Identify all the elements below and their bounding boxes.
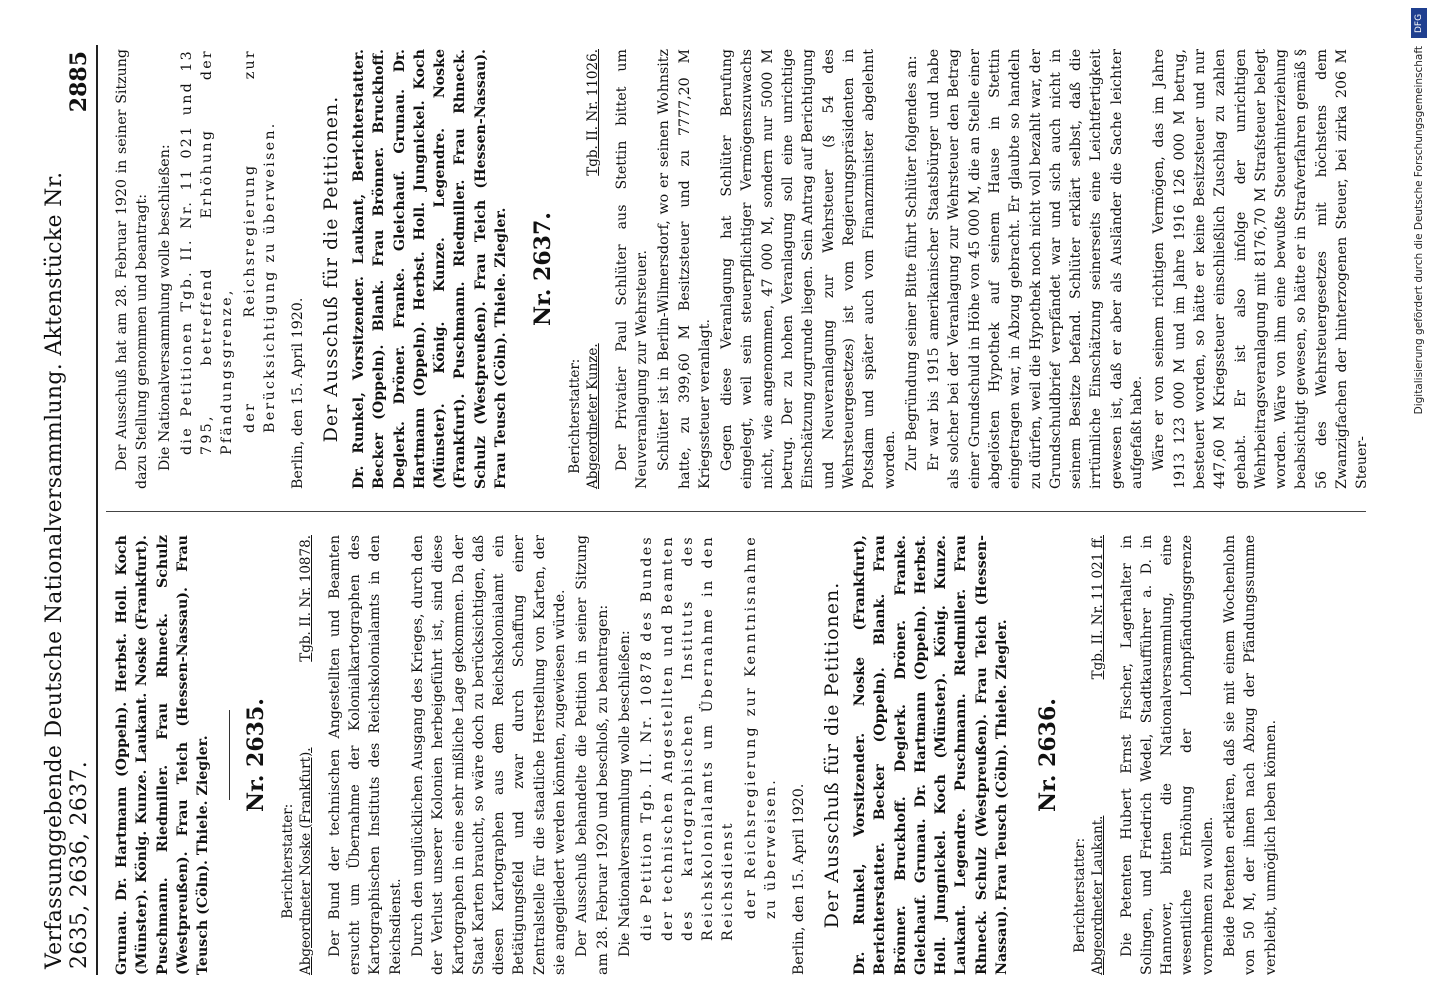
committee-heading: Der Ausschuß für die Petitionen. (820, 581, 843, 929)
resolution-text: die Petitionen Tgb. II. Nr. 11 021 und 13 795, betreffend Erhöhung der Pfändungsgrenze, (178, 49, 236, 455)
document-number: Nr. 2637. (530, 212, 557, 326)
dateline: Berlin, den 15. April 1920. (791, 783, 808, 975)
reporter-block (1071, 816, 1107, 975)
reporter-label: Berichterstatter: (566, 358, 583, 474)
digitization-credit: Digitalisierung gefördert durch die Deutsche Forschungsgemeinschaft (1413, 46, 1425, 415)
body-paragraph: Der Ausschuß hat am 28. Februar 1920 in seiner Sitzung dazu Stellung genommen und beantragt: (114, 49, 151, 489)
member-list-continuation: Grunau. Dr. Hartmann (Oppeln). Herbst. Holl. Koch (Münster). König. Kunze. Laukant. Noske (Frankfurt). Puschmann. Riedmiller. Frau Rhneck. Schulz (Westpreußen). Frau Teich (Hessen-Nassau). Frau Teusch (Cöln). Thiele. Ziegler. (114, 535, 212, 975)
body-paragraph: Der Ausschuß behandelte die Petition in seiner Sitzung am 28. Februar 1920 und beschloß, zu beantragen: (574, 535, 611, 975)
body-paragraph: Wäre er von seinem richtigen Vermögen, das im Jahre 1913 123 000 M und im Jahre 1916 126 000 M betrug, besteuert worden, so hätte er keine Besitzsteuer und nur 447,60 M Kriegssteuer einschließlich Zuschlag zu zahlen gehabt. Er ist also infolge der unrichtigen Wehrbeitragsveranlagung mit 8176,70 M Strafsteuer belegt worden. Wäre von ihm eine bewußte Steuerhinterziehung beabsichtigt gewesen, so hätte er in Strafverfahren gemäß § 56 des Wehrsteuergesetzes mit höchstens dem Zwanzigfachen der hinterzogenen Steuer, bei zirka 206 M Steuer- (1151, 49, 1371, 489)
body-paragraph: Er war bis 1915 amerikanischer Staatsbürger und habe als solcher bei der Veranlagung zur Wehrsteuer den Betrag einer Grundschuld in Höhe von 45 000 M, die an Stelle einer abgelösten Hypothek auf seinem Hause in Stettin eingetragen war, in Abzug gebracht. Er glaubte so handeln zu dürfen, weil die Hypothek noch nicht voll bezahlt war, der Grundschuldbrief verpfändet war und sich auch nicht in seinem Besitze befand. Schlüter erklärt selbst, daß die irrtümliche Einschätzung seinerseits eine Leichtfertigkeit gewesen ist, daß er aber als Ausländer die Sache leichter aufgefaßt habe. (926, 49, 1146, 489)
committee-heading: Der Ausschuß für die Petitionen. (319, 95, 342, 443)
reporter-label: Berichterstatter: (279, 803, 296, 919)
body-paragraph: Der Privatier Paul Schlüter aus Stettin bittet um Neuveranlagung zur Wehrsteuer. (613, 49, 650, 489)
body-paragraph: Durch den unglücklichen Ausgang des Krieges, durch den der Verlust unserer Kolonien herbeigeführt ist, sind diese Kartographen in eine sehr mißliche Lage gekommen. Da der Staat Karten braucht, so wäre doch zu berücksichtigen, daß diesen Kartographen aus dem Reichskolonialamt ein Betätigungsfeld und zwar durch Schaffung einer Zentralstelle für die staatliche Herstellung von Karten, der sie angegliedert werden könnten, zugewiesen würde. (409, 535, 569, 975)
reference-number: Tgb. II. Nr. 10878. (297, 535, 314, 662)
reporter-block (566, 343, 602, 489)
dateline: Berlin, den 15. April 1920. (290, 297, 307, 489)
reporter-name: Abgeordneter Noske (Frankfurt). (297, 747, 314, 975)
reporter-name: Abgeordneter Kunze. (584, 343, 601, 489)
column-divider (106, 511, 1366, 512)
reporter-row (279, 535, 315, 975)
reporter-name: Abgeordneter Laukant. (1089, 815, 1106, 975)
body-paragraph: Beide Petenten erklären, daß sie mit einem Wochenlohn von 50 M, der ihnen nach Abzug der Pfändungssumme verbleibt, unmöglich leben können. (1222, 535, 1279, 975)
body-paragraph: Die Nationalversammlung wolle beschließen: (616, 630, 633, 957)
left-column (112, 535, 1382, 975)
dfg-logo: DFG (1411, 8, 1427, 38)
body-paragraph: Schlüter ist in Berlin-Wilmersdorf, wo er seinen Wohnsitz hatte, zu 399,60 M Besitzsteuer und zu 7777,20 M Kriegssteuer veranlagt. (656, 49, 713, 489)
reference-number: Tgb. II. Nr. 11026. (584, 49, 601, 176)
resolution-text: die Petition Tgb. II. Nr. 10878 des Bundes der technischen Angestellten und Beamten des kartographischen Instituts des Reichskolonialamts um Übernahme in den Reichsdienst (639, 535, 737, 941)
reference-number: Tgb. II. Nr. 11 021 ff. (1089, 535, 1106, 680)
page-number: 2885 (66, 51, 92, 113)
committee-members: Dr. Runkel, Vorsitzender. Laukant, Berichterstatter. Becker (Oppeln). Blank. Frau Brönner. Bruckhoff. Deglerk. Dröner. Franke. Gleichauf. Grunau. Dr. Hartmann (Oppeln). Herbst. Holl. Jungnickel. Koch (Münster). König. Kunze. Legendre. Noske (Frankfurt). Puschmann. Riedmiller. Frau Rhneck. Schulz (Westpreußen). Frau Teich (Hessen-Nassau). Frau Teusch (Cöln). Thiele. Ziegler. (350, 49, 510, 489)
reporter-block (279, 747, 315, 975)
body-paragraph: Die Petenten Hubert Ernst Fischer, Lagerhalter in Solingen, und Friedrich Wedel, Stadtkaufführer a. D. in Hannover, bitten die Nationalversammlung, eine wesentliche Erhöhung der Lohnpfändungsgrenze vornehmen zu wollen. (1118, 535, 1216, 975)
right-column (112, 49, 1382, 489)
rotated-page (42, 45, 1390, 975)
body-paragraph: Der Bund der technischen Angestellten und Beamten ersucht um Übernahme der Kolonialkartographen des Kartographischen Instituts des Reichskolonialamts in den Reichsdienst. (326, 535, 404, 975)
resolution-text: der Reichsregierung zur Kenntnisnahme zu überweisen. (742, 535, 780, 919)
section-divider (229, 710, 230, 800)
reporter-row (566, 49, 602, 489)
body-paragraph: Gegen diese Veranlagung hat Schlüter Berufung eingelegt, weil sein steuerpflichtiger Vermögenszuwachs nicht, wie angenommen, 47 000 M, sondern nur 5000 M betrug. Der zu hohen Veranlagung soll eine unrichtige Einschätzung zugrunde liegen. Sein Antrag auf Berichtigung und Neuveranlagung zur Wehrsteuer (§ 54 des Wehrsteuergesetzes) ist vom Regierungspräsidenten in Potsdam und später auch vom Finanzminister abgelehnt worden. (719, 49, 898, 489)
running-title: Verfassunggebende Deutsche Nationalversammlung. Aktenstücke Nr. 2635, 2636, 2637. (42, 171, 92, 969)
document-number: Nr. 2635. (243, 698, 270, 812)
digitization-sidebar (1405, 0, 1434, 1000)
committee-members: Dr. Runkel, Vorsitzender. Noske (Frankfurt), Berichterstatter. Becker (Oppeln). Blank. Frau Brönner. Bruckhoff. Deglerk. Dröner. Franke. Gleichauf. Grunau. Dr. Hartmann (Oppeln). Herbst. Holl. Jungnickel. Koch (Münster). König. Kunze. Laukant. Legendre. Puschmann. Riedmiller. Frau Rhneck. Schulz (Westpreußen). Frau Teich (Hessen-Nassau). Frau Teusch (Cöln). Thiele. Ziegler. (851, 535, 1010, 975)
page-header (42, 45, 98, 975)
body-paragraph: Die Nationalversammlung wolle beschließen: (156, 144, 173, 471)
reporter-row (1071, 535, 1107, 975)
document-number: Nr. 2636. (1035, 698, 1062, 812)
resolution-text: der Reichsregierung zur Berücksichtigung zu überweisen. (241, 49, 279, 433)
body-paragraph: Zur Begründung seiner Bitte führt Schlüter folgendes an: (903, 55, 920, 471)
reporter-label: Berichterstatter: (1071, 837, 1088, 953)
